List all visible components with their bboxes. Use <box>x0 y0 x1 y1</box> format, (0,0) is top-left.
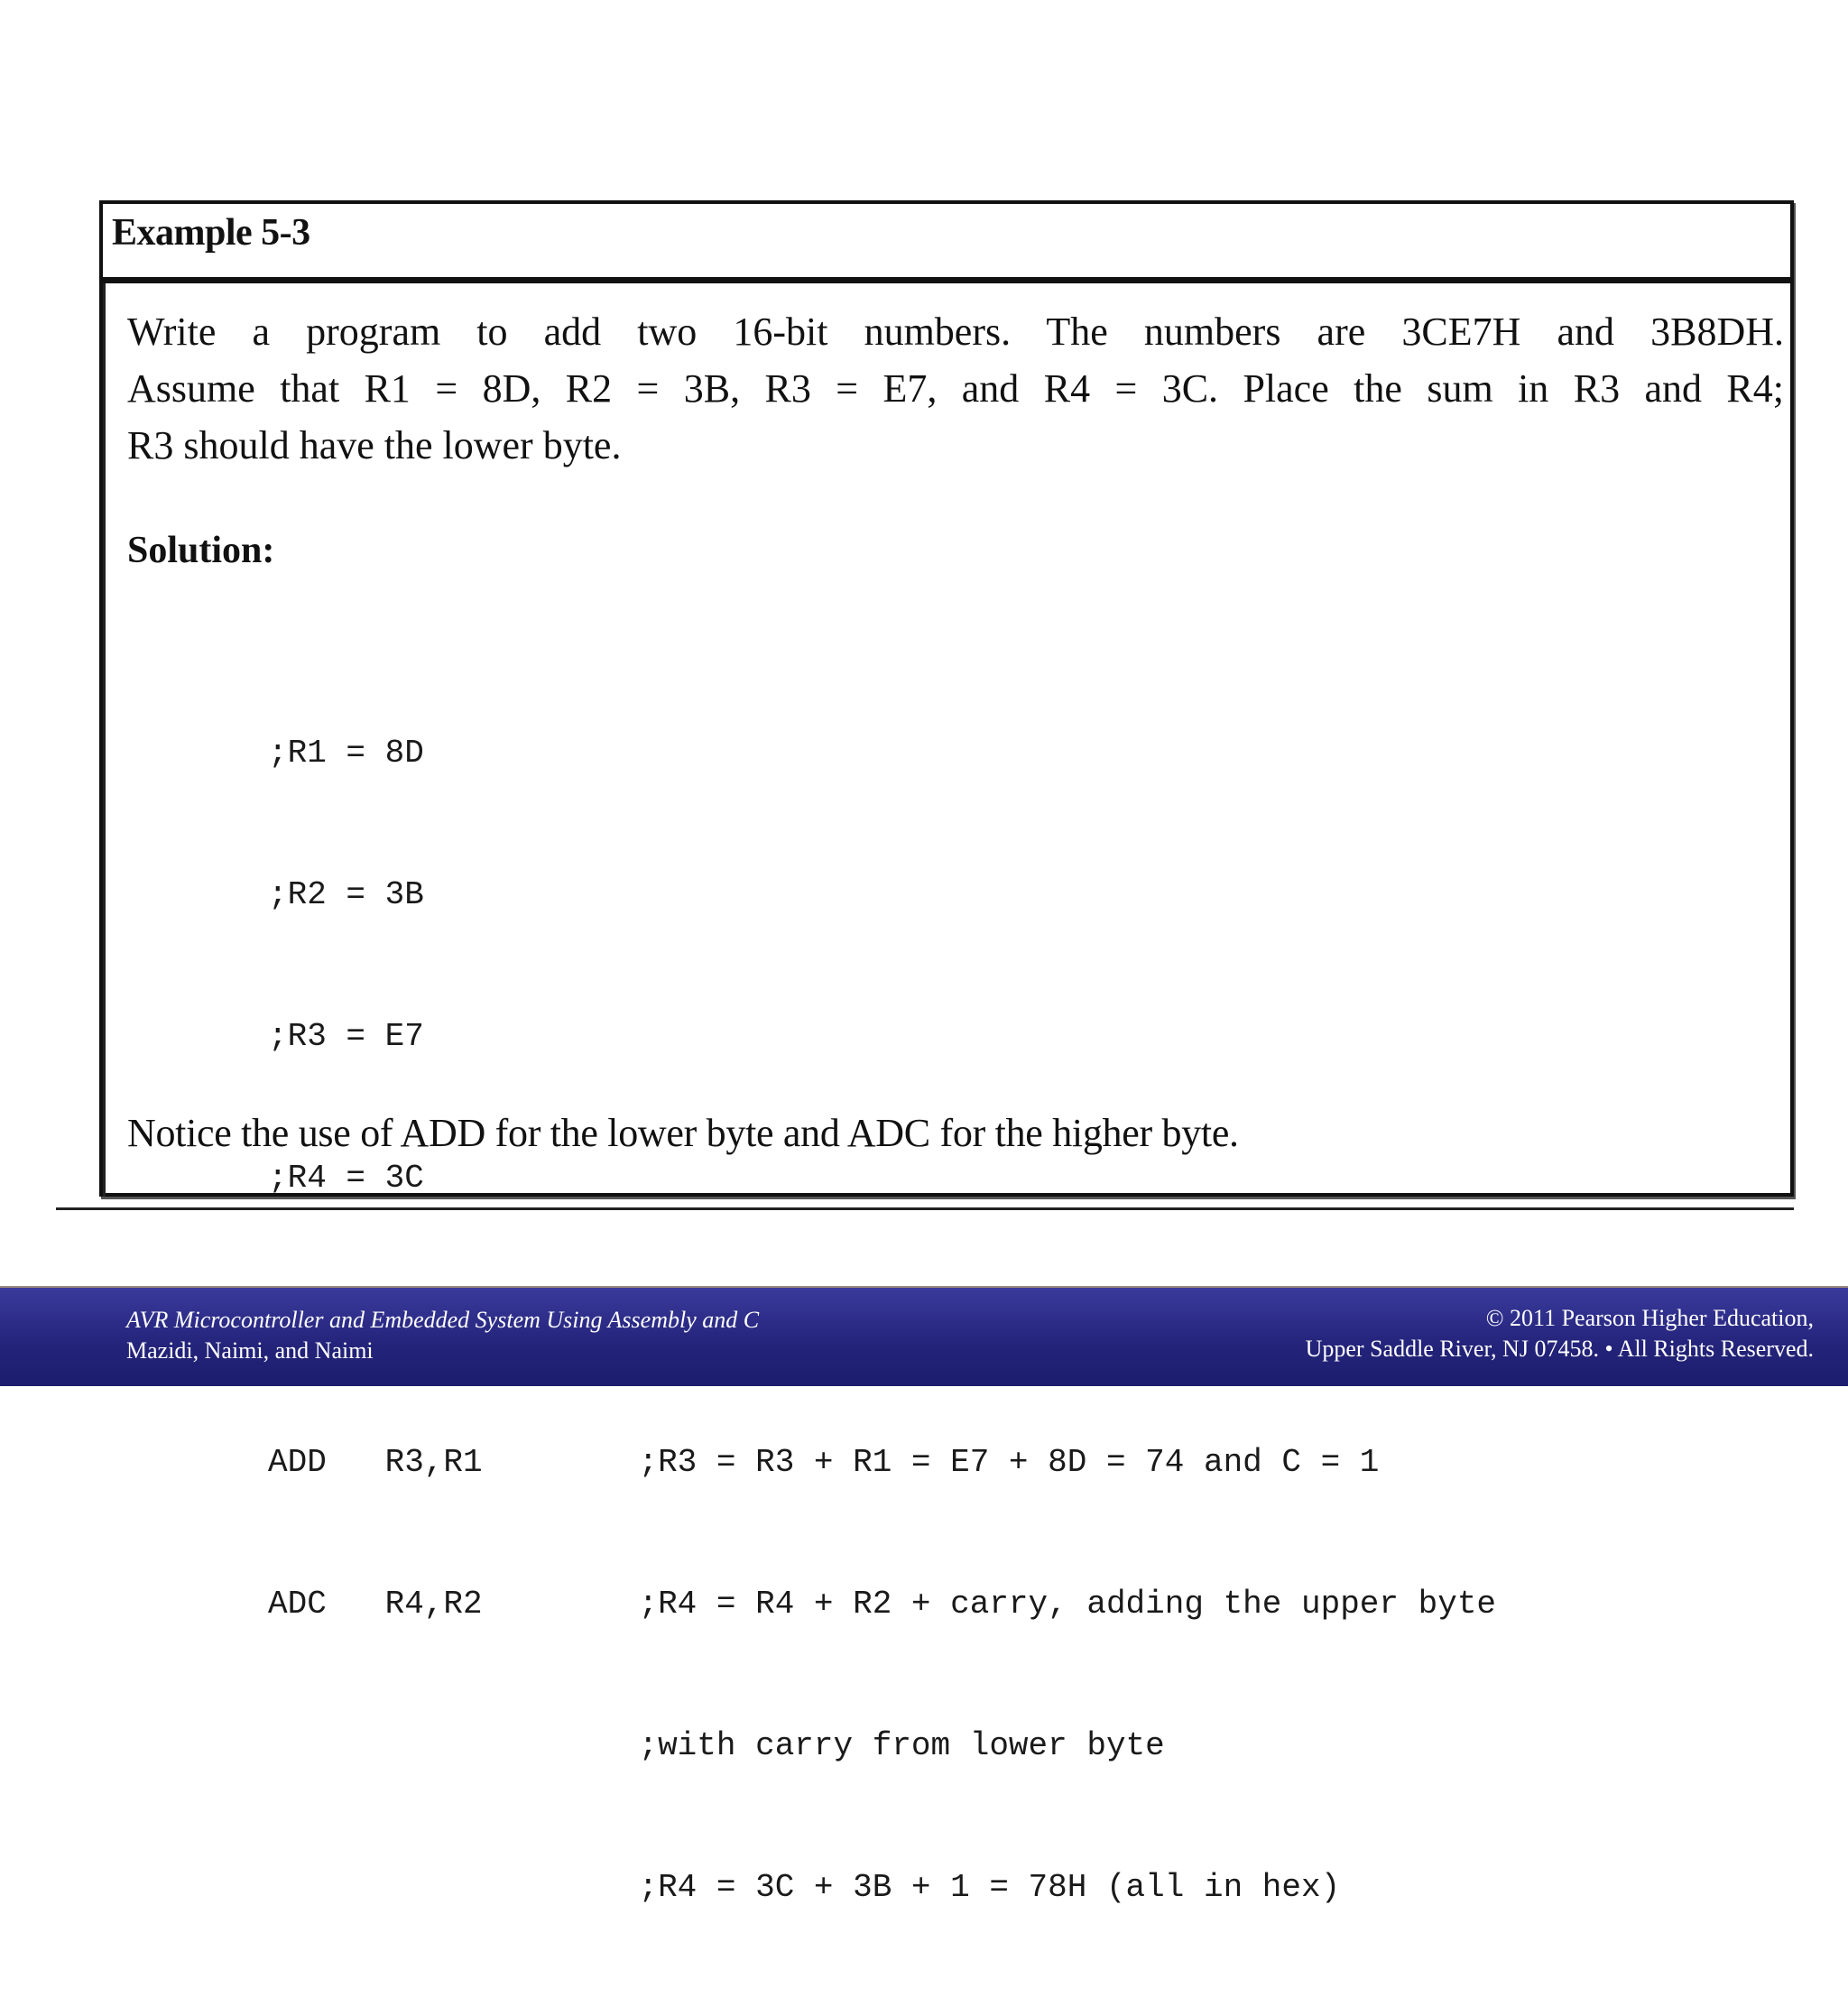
problem-line: Assume that R1 = 8D, R2 = 3B, R3 = E7, and R4 = 3C. Place the sum in R3 and R4; <box>127 366 1784 411</box>
code-line: ADD R3,R1 ;R3 = R3 + R1 = E7 + 8D = 74 and C = 1 <box>268 1443 1380 1481</box>
note-text: Notice the use of ADD for the lower byte and ADC for the higher byte. <box>127 1111 1239 1155</box>
code-line: ;R4 = 3C + 3B + 1 = 78H (all in hex) <box>268 1869 1341 1907</box>
footer-authors: Mazidi, Naimi, and Naimi <box>126 1337 374 1364</box>
footer-bar <box>0 1286 1848 1386</box>
code-line: ;R3 = E7 <box>268 1018 424 1056</box>
example-title: Example 5-3 <box>112 212 310 254</box>
solution-label: Solution: <box>127 530 275 571</box>
code-line: ;R4 = 3C <box>268 1160 424 1198</box>
footer-copyright <box>1306 1303 1814 1364</box>
footer-copyright-line1: © 2011 Pearson Higher Education, <box>1485 1305 1814 1331</box>
example-header <box>103 204 1790 283</box>
code-line: ;with carry from lower byte <box>268 1727 1165 1765</box>
code-line: ;R2 = 3B <box>268 876 424 914</box>
footer-copyright-line2: Upper Saddle River, NJ 07458. • All Rights Reserved. <box>1305 1336 1814 1362</box>
divider-line <box>56 1207 1794 1210</box>
problem-statement <box>127 303 1784 474</box>
footer-book-info <box>126 1305 759 1366</box>
problem-line: R3 should have the lower byte. <box>127 423 622 467</box>
problem-line: Write a program to add two 16-bit numbers. The numbers are 3CE7H and 3B8DH. <box>127 310 1784 354</box>
code-line: ADC R4,R2 ;R4 = R4 + R2 + carry, adding the upper byte <box>268 1586 1497 1623</box>
code-line: ;R1 = 8D <box>268 734 424 772</box>
footer-book-title: AVR Microcontroller and Embedded System Using Assembly and C <box>126 1307 760 1333</box>
